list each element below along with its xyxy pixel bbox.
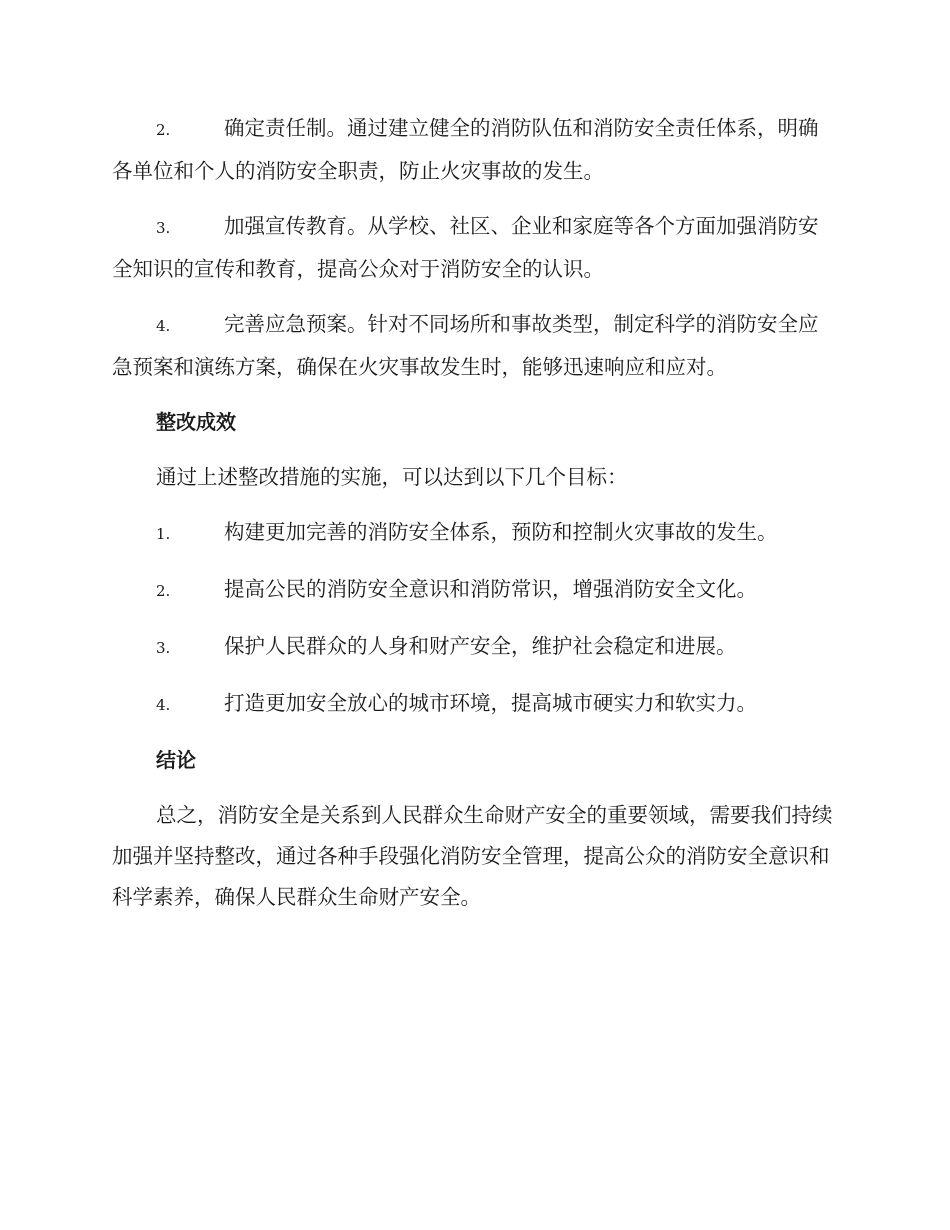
conclusion-text: 总之，消防安全是关系到人民群众生命财产安全的重要领域，需要我们持续加强并坚持整改，通过各种手段强化消防安全管理，提高公众的消防安全意识和科学素养，确保人民群众生命财产安全。 [112, 803, 833, 909]
list-text: 保护人民群众的人身和财产安全，维护社会稳定和进展。 [224, 634, 737, 658]
list-item [112, 626, 834, 669]
document-page [112, 108, 834, 932]
list-item [112, 683, 834, 726]
list-text: 打造更加安全放心的城市环境，提高城市硬实力和软实力。 [224, 691, 757, 715]
list-number: 3. [156, 219, 171, 237]
list-text: 提高公民的消防安全意识和消防常识，增强消防安全文化。 [224, 577, 757, 601]
list-item [112, 206, 834, 290]
list-number: 3. [156, 639, 171, 657]
list-item [112, 512, 834, 555]
list-item [112, 108, 834, 192]
list-item [112, 569, 834, 612]
list-number: 2. [156, 121, 171, 139]
list-text: 构建更加完善的消防安全体系，预防和控制火灾事故的发生。 [224, 520, 778, 544]
list-number: 4. [156, 317, 171, 335]
list-number: 1. [156, 525, 171, 543]
section-heading-results: 整改成效 [156, 410, 236, 434]
list-number: 2. [156, 582, 171, 600]
list-item [112, 304, 834, 388]
list-number: 4. [156, 696, 171, 714]
list-text: 完善应急预案。针对不同场所和事故类型，制定科学的消防安全应急预案和演练方案，确保在火灾事故发生时，能够迅速响应和应对。 [112, 312, 819, 379]
results-intro: 通过上述整改措施的实施，可以达到以下几个目标： [156, 465, 628, 489]
list-text: 加强宣传教育。从学校、社区、企业和家庭等各个方面加强消防安全知识的宣传和教育，提高公众对于消防安全的认识。 [112, 214, 819, 281]
list-text: 确定责任制。通过建立健全的消防队伍和消防安全责任体系，明确各单位和个人的消防安全职责，防止火灾事故的发生。 [112, 116, 819, 183]
section-heading-conclusion: 结论 [156, 748, 196, 772]
